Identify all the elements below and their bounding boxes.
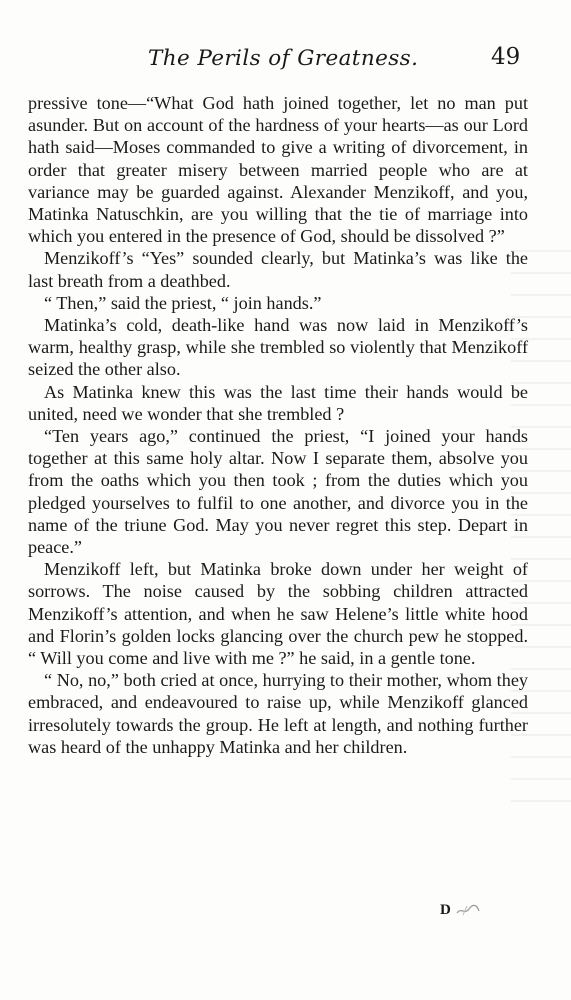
page-number: 49 (491, 44, 521, 70)
running-head (0, 44, 571, 78)
paragraph-2: Menzikoff’s “Yes” sounded clearly, but Matinka’s was like the last breath from a deathbed. (28, 248, 528, 291)
paragraph-8: “ No, no,” both cried at once, hurrying to their mother, whom they embraced, and endeavoured to raise up, while Menzikoff glanced irresolutely towards the group. He left at length, and nothing further was heard of the unhappy Matinka and her children. (28, 670, 528, 757)
running-title: The Perils of Greatness. (148, 46, 419, 71)
paragraph-7: Menzikoff left, but Matinka broke down under her weight of sorrows. The noise caused by the sobbing children attracted Menzikoff’s attention, and when he saw Helene’s little white hood and Florin’s golden locks glancing over the church pew he stopped. “ Will you come and live with me ?” he said, in a gentle tone. (28, 559, 528, 669)
paragraph-3: “ Then,” said the priest, “ join hands.” (44, 292, 322, 313)
ink-smudge (455, 903, 481, 917)
paragraph-5: As Matinka knew this was the last time their hands would be united, need we wonder that she trembled ? (28, 381, 528, 424)
printer-signature-mark: D (440, 902, 451, 918)
body-text (28, 92, 528, 758)
paragraph-1: pressive tone—“What God hath joined together, let no man put asunder. But on account of the hardness of your hearts—as our Lord hath said—Moses commanded to give a writing of divorcement, in order that greater misery between married people who are at variance may be guarded against. Alexander Menzikoff, and you, Matinka Natuschkin, are you willing that the tie of marriage into which you entered in the presence of God, should be dissolved ?” (28, 93, 528, 247)
paragraph-6: “Ten years ago,” continued the priest, “I joined your hands together at this same holy altar. Now I separate them, absolve you from the oaths which you then took ; from the duties which you pledged yourselves to fulfil to one another, and divorce you in the name of the triune God. May you never regret this step. Depart in peace.” (28, 426, 528, 558)
paragraph-4: Matinka’s cold, death-like hand was now laid in Menzikoff’s warm, healthy grasp, while she trembled so violently that Menzikoff seized the other also. (28, 315, 528, 380)
